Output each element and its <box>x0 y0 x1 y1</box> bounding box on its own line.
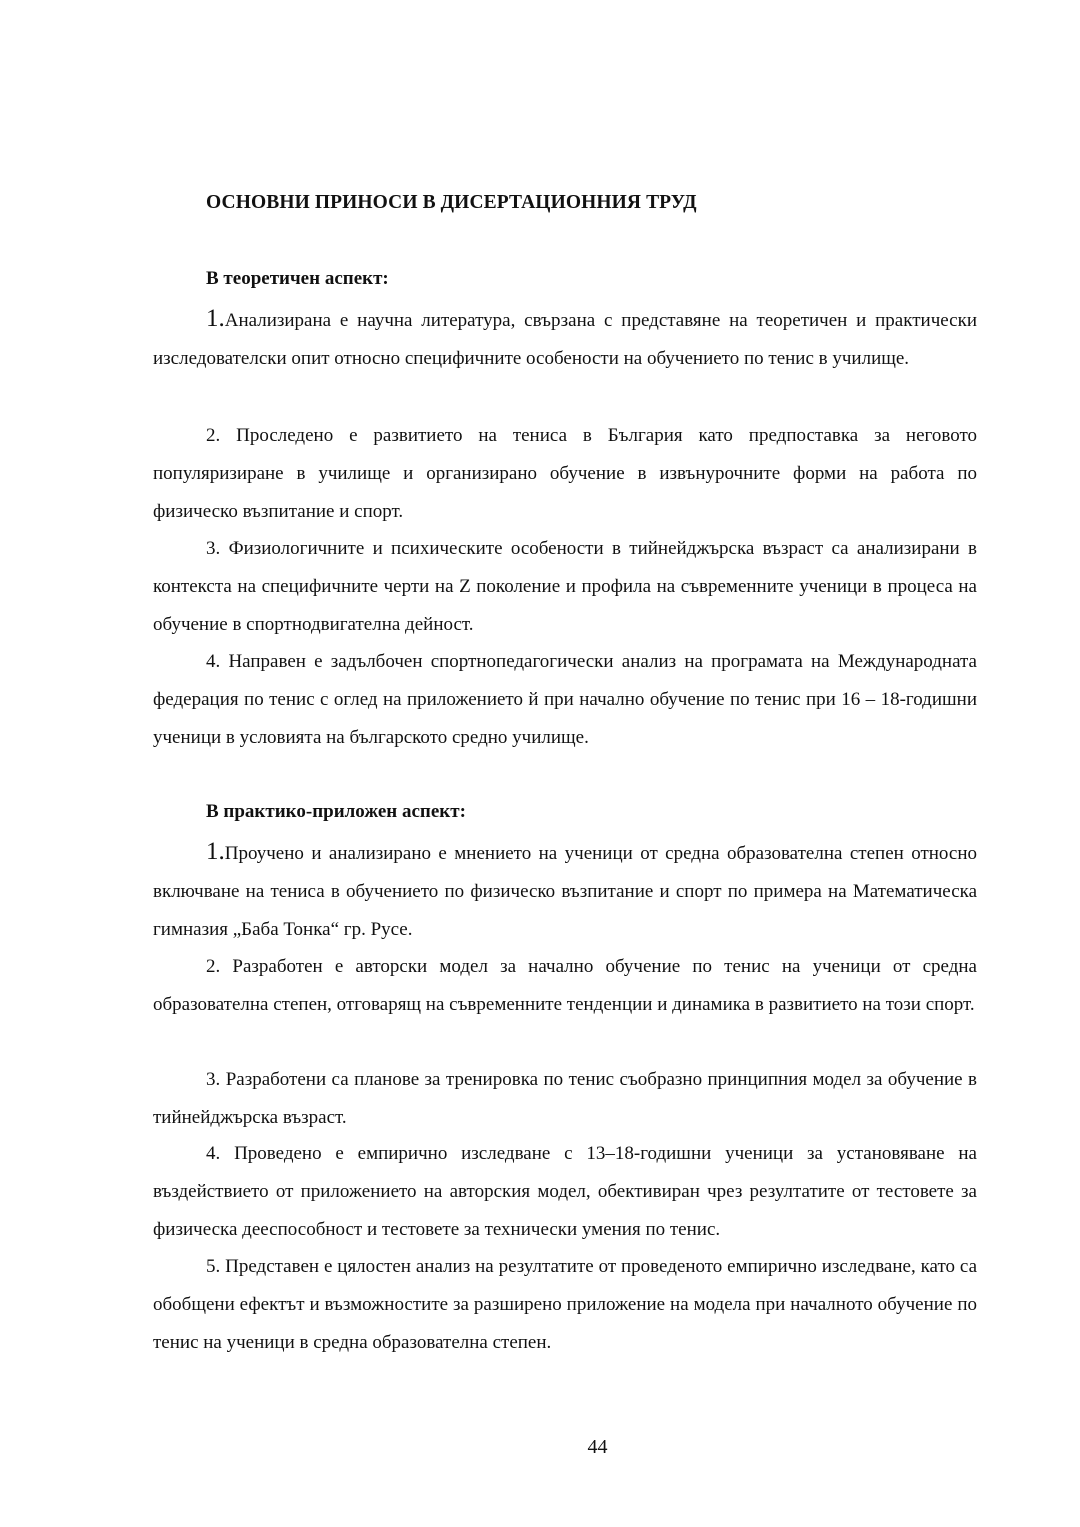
item-text: Физиологичните и психическите особености в тийнейджърска възраст са анализирани в контекста на специфичните черти на Z поколение и профила на съвременните ученици в процеса на обучение в спортнодвигателна дейност. <box>153 538 978 635</box>
list-item <box>153 300 977 378</box>
list-item <box>153 833 977 949</box>
list-item <box>153 1061 977 1137</box>
list-item <box>153 1248 977 1362</box>
list-item <box>153 1135 977 1249</box>
item-number: 2. <box>206 956 221 977</box>
item-number: 4. <box>206 1143 221 1164</box>
item-text: Анализирана е научна литература, свързана с представяне на теоретичен и практически изследователски опит относно специфичните особености на обучението по тенис в училище. <box>153 310 977 369</box>
item-text: Направен е задълбочен спортнопедагогически анализ на програмата на Международната федерация по тенис с оглед на приложението й при начално обучение по тенис при 16 – 18-годишни ученици в условията на българското средно училище. <box>153 651 977 748</box>
item-number: 2. <box>206 425 221 446</box>
item-text: Проучено и анализирано е мнението на ученици от средна образователна степен относно включване на тениса в обучението по физическо възпитание и спорт по примера на Математическа гимназия „Баба Тонка“ гр. Русе. <box>153 843 977 940</box>
item-number: 1. <box>206 838 225 865</box>
item-text: Разработени са планове за тренировка по тенис съобразно принципния модел за обучение в тийнейджърска възраст. <box>153 1069 977 1128</box>
list-item <box>153 530 977 644</box>
item-number: 1. <box>206 305 225 332</box>
section-heading-theoretical: В теоретичен аспект: <box>206 268 389 289</box>
item-number: 4. <box>206 651 221 672</box>
list-item <box>153 643 977 757</box>
item-text: Представен е цялостен анализ на резултатите от проведеното емпирично изследване, като са обобщени ефектът и възможностите за разширено приложение на модела при началното обучение по тенис на ученици в средна образователна степен. <box>153 1256 978 1353</box>
list-item <box>153 417 977 531</box>
page-number: 44 <box>587 1436 608 1458</box>
item-number: 5. <box>206 1256 221 1277</box>
item-number: 3. <box>206 538 221 559</box>
section-heading-practical: В практико-приложен аспект: <box>206 801 466 822</box>
item-number: 3. <box>206 1069 221 1090</box>
item-text: Проведено е емпирично изследване с 13–18-годишни ученици за установяване на въздействието от приложението на авторския модел, обективиран чрез резултатите от тестовете за физическа дееспособност и тестовете за технически умения по тенис. <box>153 1143 977 1240</box>
item-text: Проследено е развитието на тениса в България като предпоставка за неговото популяризиране в училище и организирано обучение в извънурочните форми на работа по физическо възпитание и спорт. <box>153 425 978 522</box>
item-text: Разработен е авторски модел за начално обучение по тенис на ученици от средна образователна степен, отговарящ на съвременните тенденции и динамика в развитието на този спорт. <box>153 956 977 1015</box>
list-item <box>153 948 977 1024</box>
page-title: ОСНОВНИ ПРИНОСИ В ДИСЕРТАЦИОННИЯ ТРУД <box>206 192 697 213</box>
